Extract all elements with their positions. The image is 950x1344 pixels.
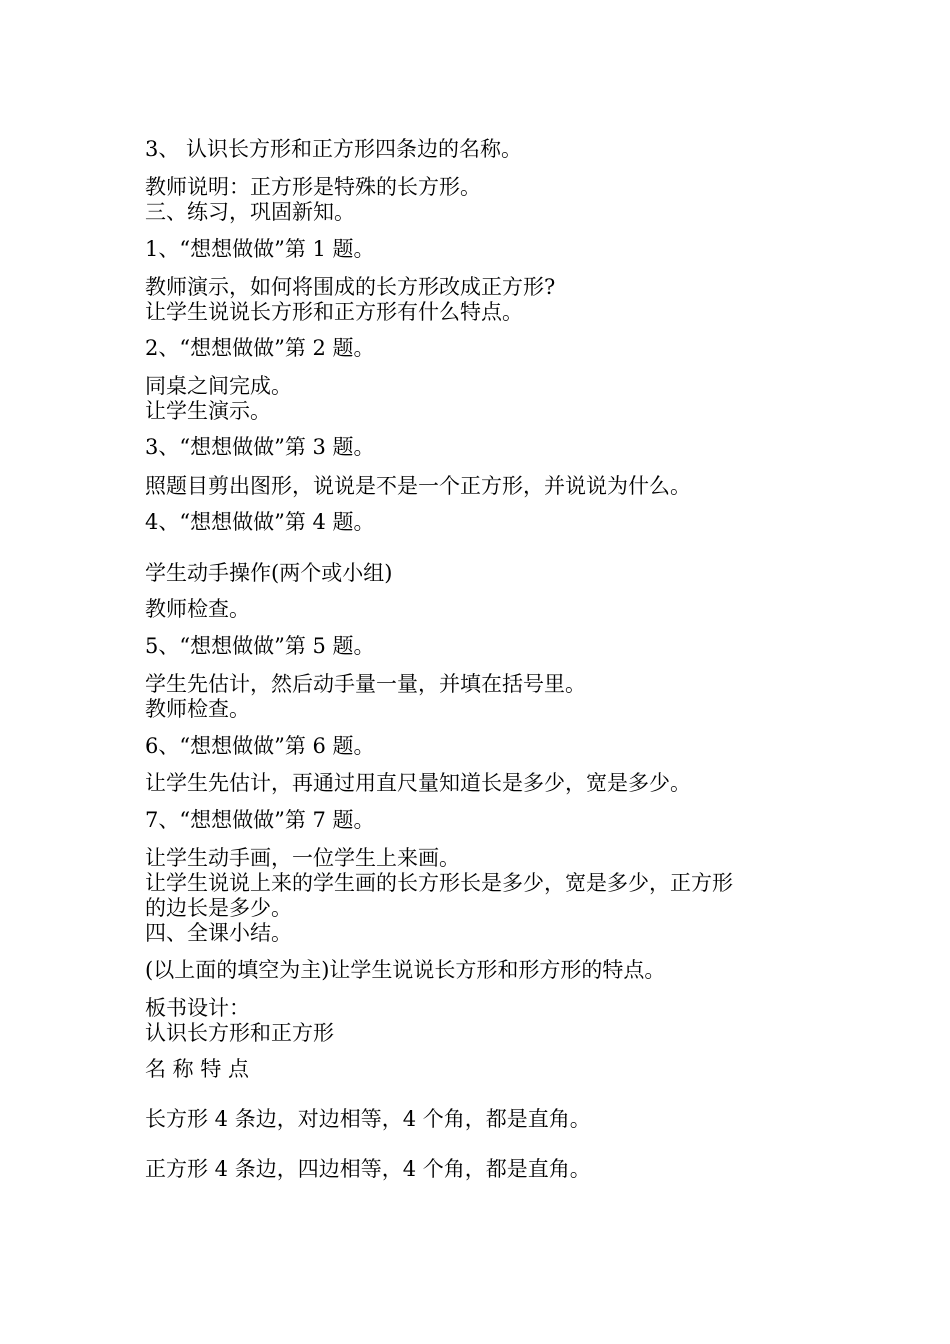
text-line: 名 称 特 点 [145, 1057, 250, 1081]
text-line: 正方形 4 条边，四边相等，4 个角，都是直角。 [145, 1157, 591, 1181]
text-line: 7、“想想做做”第 7 题。 [145, 808, 375, 832]
text-line: (以上面的填空为主)让学生说说长方形和形方形的特点。 [145, 958, 666, 982]
text-line: 让学生动手画，一位学生上来画。 [145, 846, 460, 870]
text-line: 让学生演示。 [145, 399, 271, 423]
text-line: 1、“想想做做”第 1 题。 [145, 237, 375, 261]
text-line: 让学生先估计，再通过用直尺量知道长是多少，宽是多少。 [145, 771, 691, 795]
text-line: 4、“想想做做”第 4 题。 [145, 510, 375, 534]
text-line: 2、“想想做做”第 2 题。 [145, 336, 375, 360]
text-line: 让学生说说长方形和正方形有什么特点。 [145, 300, 523, 324]
text-line: 三、练习，巩固新知。 [145, 200, 355, 224]
text-line: 教师检查。 [145, 597, 250, 621]
text-line: 照题目剪出图形，说说是不是一个正方形，并说说为什么。 [145, 474, 691, 498]
text-line: 教师说明：正方形是特殊的长方形。 [145, 175, 481, 199]
text-line: 6、“想想做做”第 6 题。 [145, 734, 375, 758]
text-line: 学生先估计，然后动手量一量，并填在括号里。 [145, 672, 586, 696]
text-line: 学生动手操作(两个或小组) [145, 561, 393, 585]
text-line: 教师检查。 [145, 697, 250, 721]
text-line: 四、全课小结。 [145, 921, 292, 945]
text-line: 同桌之间完成。 [145, 374, 292, 398]
text-line: 的边长是多少。 [145, 896, 292, 920]
text-line: 板书设计： [145, 996, 250, 1020]
text-line: 长方形 4 条边，对边相等，4 个角，都是直角。 [145, 1107, 591, 1131]
text-line: 3、“想想做做”第 3 题。 [145, 435, 375, 459]
text-line: 认识长方形和正方形 [145, 1021, 334, 1045]
text-line: 5、“想想做做”第 5 题。 [145, 634, 375, 658]
text-line: 教师演示，如何将围成的长方形改成正方形? [145, 275, 556, 299]
text-line: 让学生说说上来的学生画的长方形长是多少，宽是多少，正方形 [145, 871, 733, 895]
text-line: 3、 认识长方形和正方形四条边的名称。 [145, 137, 523, 161]
